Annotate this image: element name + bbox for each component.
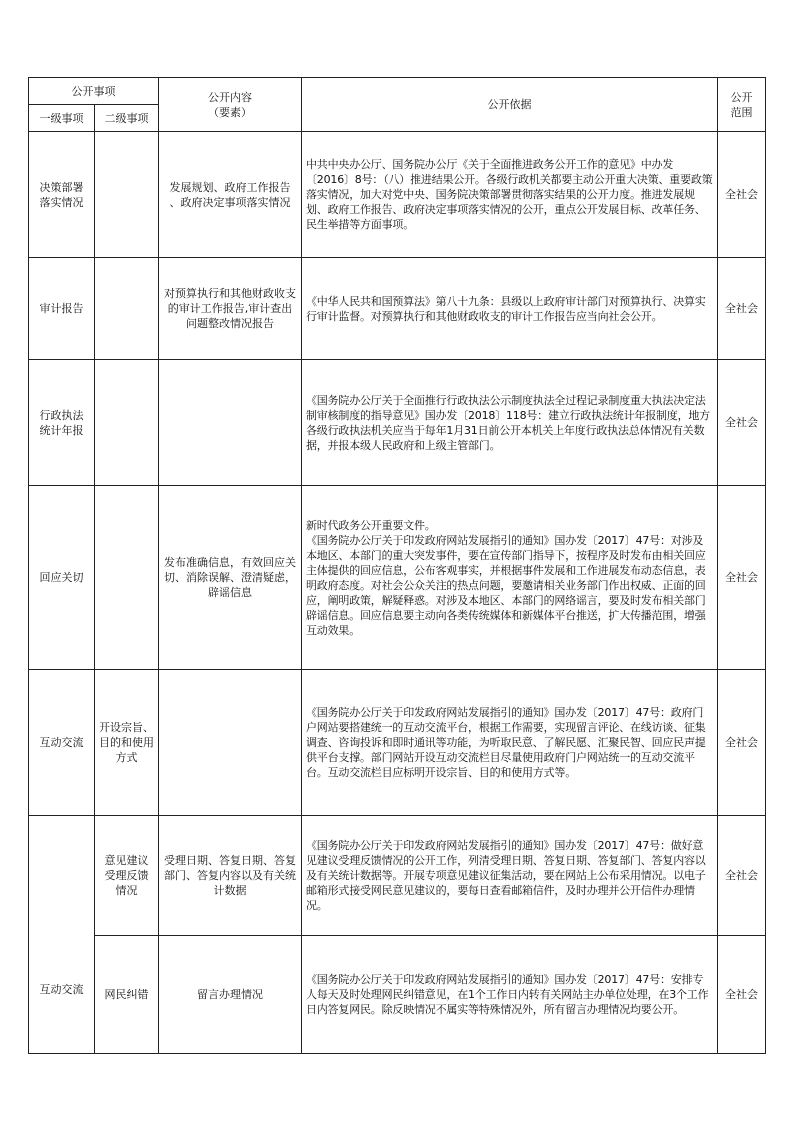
- basis-cell: 《国务院办公厅关于印发政府网站发展指引的通知》国办发〔2017〕47号：安排专人每天及时处理网民纠错意见，在1个工作日内转有关网站主办单位处理，在3个工作日内答复网民。除反映情况不属实等特殊情况外，所有留言办理情况均要公开。: [302, 936, 718, 1054]
- table-row: [29, 132, 766, 258]
- table-row: [29, 486, 766, 670]
- content-cell: 对预算执行和其他财政收支的审计工作报告,审计查出问题整改情况报告: [159, 258, 302, 360]
- level2-cell: [95, 258, 159, 360]
- basis-lead-text: 新时代政务公开重要文件。: [306, 518, 436, 532]
- level2-cell: 开设宗旨、目的和使用方式: [95, 670, 159, 816]
- basis-text: 《国务院办公厅关于印发政府网站发展指引的通知》国办发〔2017〕47号：对涉及本地区、本部门的重大突发事件，要在宣传部门指导下，按程序及时发布由相关回应主体提供的回应信息，公布客观事实，并根据事件发展和工作进展发布动态信息，表明政府态度。对社会公众关注的热点问题，要邀请相关业务部门作出权威、正面的回应，阐明政策，解疑释惑。对涉及本地区、本部门的网络谣言，要及时发布相关部门辟谣信息。回应信息要主动向各类传统媒体和新媒体平台推送，扩大传播范围，增强互动效果。: [306, 533, 706, 637]
- scope-cell: 全社会: [718, 486, 766, 670]
- table-row: [29, 360, 766, 486]
- content-cell: [159, 670, 302, 816]
- level2-cell: [95, 132, 159, 258]
- level1-cell: 回应关切: [29, 486, 95, 670]
- level1-cell: 审计报告: [29, 258, 95, 360]
- level2-cell: 意见建议 受理反馈 情况: [95, 816, 159, 936]
- table-row: [29, 670, 766, 816]
- content-cell: 发布准确信息，有效回应关切、消除误解、澄清疑虑，辟谣信息: [159, 486, 302, 670]
- basis-cell: 中共中央办公厅、国务院办公厅《关于全面推进政务公开工作的意见》中办发〔2016〕8号：（八）推进结果公开。各级行政机关都要主动公开重大决策、重要政策落实情况，加大对党中央、国务院决策部署贯彻落实结果的公开力度。推进发展规划、政府工作报告、政府决定事项落实情况的公开，重点公开发展目标、改革任务、民生举措等方面事项。: [302, 132, 718, 258]
- scope-cell: 全社会: [718, 816, 766, 936]
- level1-cell: 互动交流: [29, 816, 95, 1054]
- header-items: 公开事项: [29, 78, 159, 105]
- level1-cell: 行政执法 统计年报: [29, 360, 95, 486]
- basis-cell: 《国务院办公厅关于全面推行行政执法公示制度执法全过程记录制度重大执法决定法制审核制度的指导意见》国办发〔2018〕118号：建立行政执法统计年报制度，地方各级行政执法机关应当于每年1月31日前公开本机关上年度行政执法总体情况有关数据，并报本级人民政府和上级主管部门。: [302, 360, 718, 486]
- scope-cell: 全社会: [718, 360, 766, 486]
- content-cell: 发展规划、政府工作报告 、政府决定事项落实情况: [159, 132, 302, 258]
- header-level2: 二级事项: [95, 105, 159, 132]
- basis-cell: 《国务院办公厅关于印发政府网站发展指引的通知》国办发〔2017〕47号：做好意见建议受理反馈情况的公开工作，列清受理日期、答复日期、答复部门、答复内容以及有关统计数据等。开展专项意见建议征集活动，要在网站上公布采用情况。以电子邮箱形式接受网民意见建议的，要每日查看邮箱信件，及时办理并公开信件办理情况。: [302, 816, 718, 936]
- content-cell: 留言办理情况: [159, 936, 302, 1054]
- header-level1: 一级事项: [29, 105, 95, 132]
- disclosure-table: [28, 77, 766, 1054]
- level2-cell: [95, 360, 159, 486]
- scope-cell: 全社会: [718, 936, 766, 1054]
- level2-cell: 网民纠错: [95, 936, 159, 1054]
- table-row: [29, 936, 766, 1054]
- level2-cell: [95, 486, 159, 670]
- content-cell: 受理日期、答复日期、答复部门、答复内容以及有关统计数据: [159, 816, 302, 936]
- header-basis: 公开依据: [302, 78, 718, 132]
- header-scope: 公开 范围: [718, 78, 766, 132]
- header-row-top: [29, 78, 766, 105]
- header-content: 公开内容 （要素）: [159, 78, 302, 132]
- level1-cell: 决策部署 落实情况: [29, 132, 95, 258]
- basis-cell: [302, 486, 718, 670]
- scope-cell: 全社会: [718, 132, 766, 258]
- scope-cell: 全社会: [718, 258, 766, 360]
- level1-cell: 互动交流: [29, 670, 95, 816]
- basis-cell: 《中华人民共和国预算法》第八十九条：县级以上政府审计部门对预算执行、决算实行审计监督。对预算执行和其他财政收支的审计工作报告应当向社会公开。: [302, 258, 718, 360]
- basis-cell: 《国务院办公厅关于印发政府网站发展指引的通知》国办发〔2017〕47号：政府门户网站要搭建统一的互动交流平台，根据工作需要，实现留言评论、在线访谈、征集调查、咨询投诉和即时通讯等功能，为听取民意、了解民愿、汇聚民智、回应民声提供平台支撑。部门网站开设互动交流栏目尽量使用政府门户网站统一的互动交流平台。互动交流栏目应标明开设宗旨、目的和使用方式等。: [302, 670, 718, 816]
- content-cell: [159, 360, 302, 486]
- table-row: [29, 258, 766, 360]
- scope-cell: 全社会: [718, 670, 766, 816]
- table-row: [29, 816, 766, 936]
